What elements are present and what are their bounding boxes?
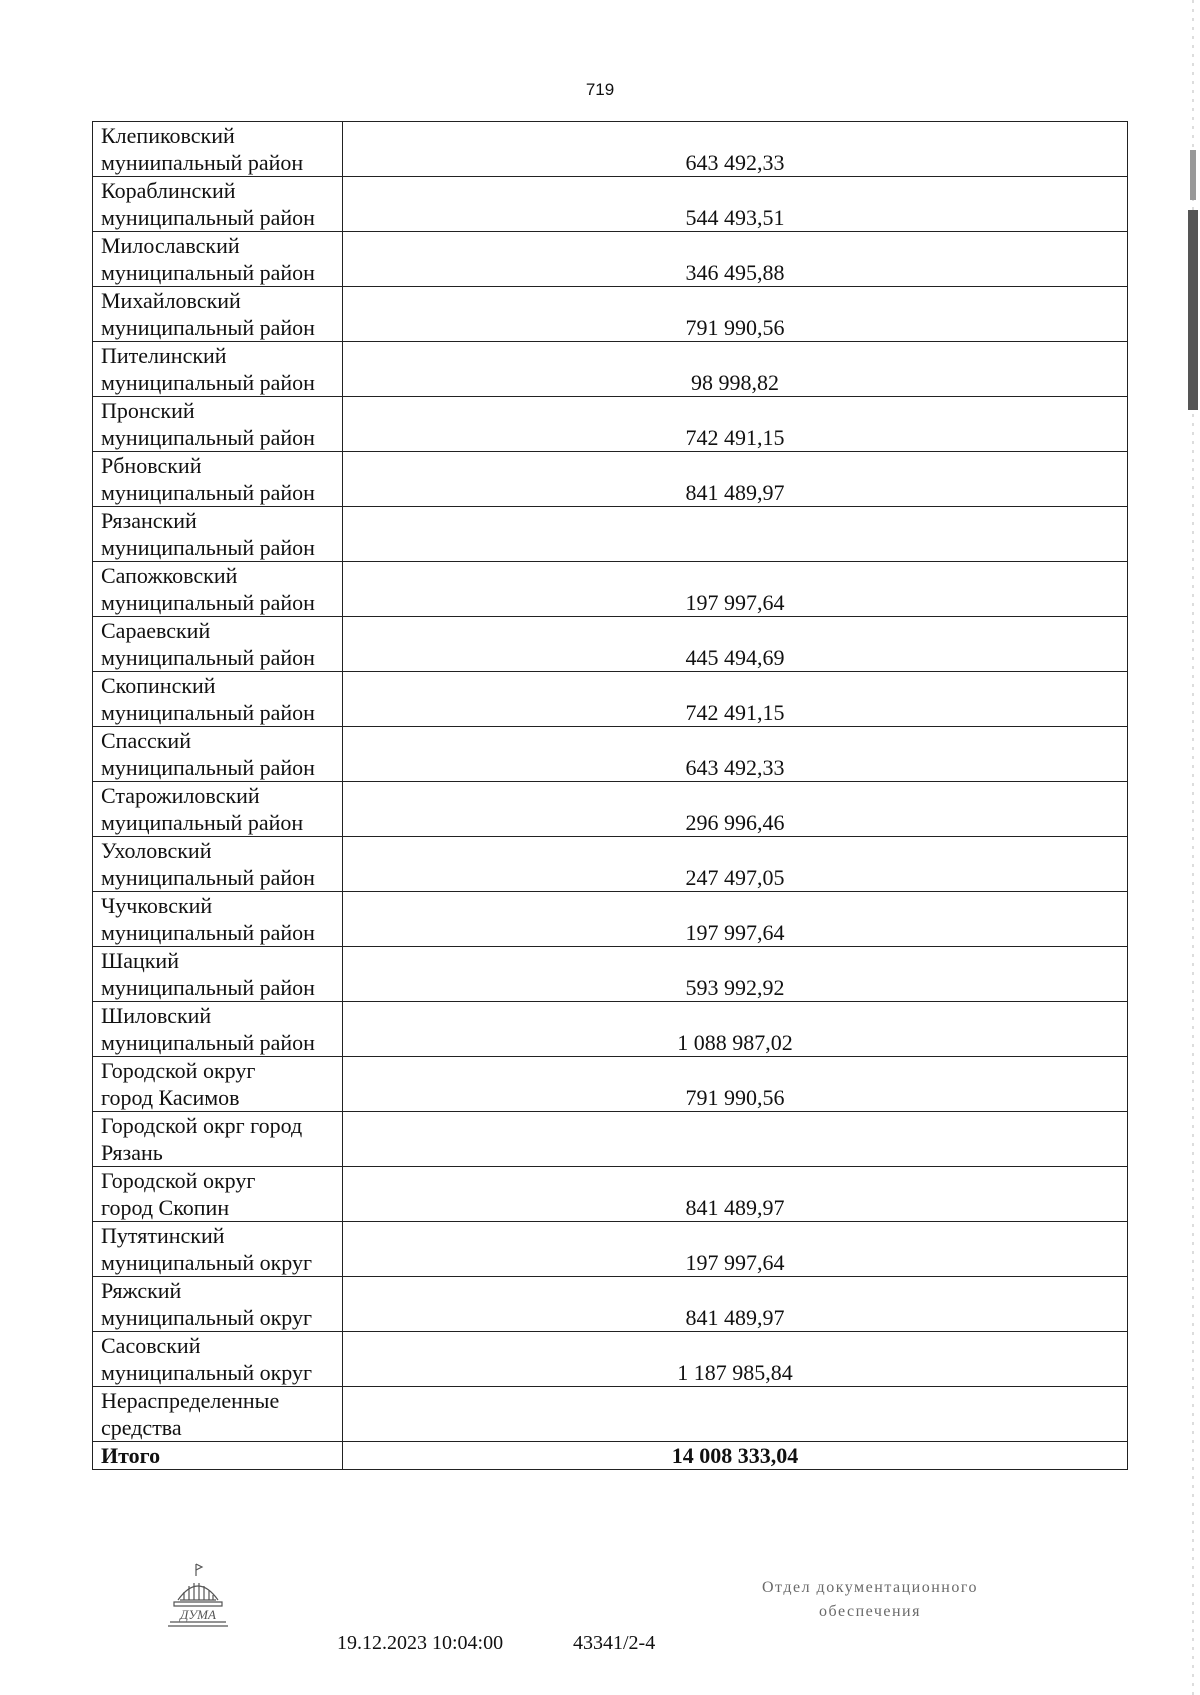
- district-name-cell: [93, 452, 343, 507]
- district-name-line-1: Михайловский: [101, 288, 241, 313]
- district-name-cell: [93, 1222, 343, 1277]
- district-name-line-2: муниципальный район: [101, 700, 315, 725]
- district-name-line-2: муниципальный район: [101, 480, 315, 505]
- district-name-cell: [93, 562, 343, 617]
- district-name-line-2: муниципальный район: [101, 1030, 315, 1055]
- table-row: [93, 1057, 1128, 1112]
- amount-cell: 197 997,64: [343, 1222, 1128, 1277]
- district-name-line-1: Сараевский: [101, 618, 211, 643]
- district-name-line-2: муниципальный район: [101, 535, 315, 560]
- table-row: [93, 397, 1128, 452]
- district-name-cell: [93, 232, 343, 287]
- amount-cell: 593 992,92: [343, 947, 1128, 1002]
- amount-cell: 296 996,46: [343, 782, 1128, 837]
- district-name-line-2: муниципальный район: [101, 590, 315, 615]
- amount-cell: 445 494,69: [343, 617, 1128, 672]
- amount-cell: 1 187 985,84: [343, 1332, 1128, 1387]
- district-name-cell: [93, 672, 343, 727]
- total-row: [93, 1442, 1128, 1470]
- district-name-line-1: Рязанский: [101, 508, 197, 533]
- amount-cell: 742 491,15: [343, 672, 1128, 727]
- table-row: [93, 672, 1128, 727]
- district-name-line-1: Скопинский: [101, 673, 216, 698]
- district-name-cell: [93, 1002, 343, 1057]
- district-name-line-1: Шиловский: [101, 1003, 212, 1028]
- table-row: [93, 177, 1128, 232]
- district-name-cell: [93, 1057, 343, 1112]
- district-name-cell: [93, 1332, 343, 1387]
- amount-cell: 544 493,51: [343, 177, 1128, 232]
- department-stamp: [725, 1576, 1015, 1624]
- district-name-line-1: Пронский: [101, 398, 195, 423]
- duma-logo-icon: [164, 1562, 232, 1644]
- district-name-line-2: муниципальный район: [101, 370, 315, 395]
- table-row: [93, 232, 1128, 287]
- district-name-line-1: Клепиковский: [101, 123, 235, 148]
- registration-number: 43341/2-4: [573, 1632, 656, 1654]
- amount-cell: 742 491,15: [343, 397, 1128, 452]
- table-row: [93, 1387, 1128, 1442]
- amount-cell: 247 497,05: [343, 837, 1128, 892]
- timestamp: 19.12.2023 10:04:00: [337, 1632, 504, 1654]
- table-row: [93, 1112, 1128, 1167]
- district-name-cell: [93, 342, 343, 397]
- district-name-line-2: муниципальный район: [101, 205, 315, 230]
- amount-cell: 643 492,33: [343, 727, 1128, 782]
- table-row: [93, 947, 1128, 1002]
- district-name-line-2: муниципальный округ: [101, 1250, 313, 1275]
- district-name-cell: [93, 122, 343, 177]
- district-name-line-2: муниципальный район: [101, 315, 315, 340]
- amount-cell: 791 990,56: [343, 1057, 1128, 1112]
- district-name-line-2: муниципальный район: [101, 975, 315, 1000]
- district-name-line-1: Городской округ: [101, 1058, 256, 1083]
- amount-cell: 98 998,82: [343, 342, 1128, 397]
- allocation-table: [92, 121, 1128, 1470]
- district-name-line-1: Ухоловский: [101, 838, 212, 863]
- district-name-line-2: муниципальный округ: [101, 1305, 313, 1330]
- table-row: [93, 1222, 1128, 1277]
- table-row: [93, 452, 1128, 507]
- table-body: [93, 122, 1128, 1470]
- district-name-cell: [93, 1167, 343, 1222]
- table-row: [93, 287, 1128, 342]
- amount-cell: [343, 1112, 1128, 1167]
- table-row: [93, 342, 1128, 397]
- total-amount: 14 008 333,04: [343, 1442, 1128, 1470]
- amount-cell: 841 489,97: [343, 1277, 1128, 1332]
- district-name-line-1: Спасский: [101, 728, 191, 753]
- district-name-line-1: Рбновский: [101, 453, 202, 478]
- amount-cell: 197 997,64: [343, 892, 1128, 947]
- district-name-line-1: Городской окрг город: [101, 1113, 303, 1138]
- table-row: [93, 727, 1128, 782]
- district-name-line-1: Милославский: [101, 233, 240, 258]
- table-row: [93, 892, 1128, 947]
- table-row: [93, 1277, 1128, 1332]
- amount-cell: 1 088 987,02: [343, 1002, 1128, 1057]
- district-name-cell: [93, 947, 343, 1002]
- table-row: [93, 617, 1128, 672]
- page-number: 719: [585, 80, 615, 99]
- district-name-cell: [93, 287, 343, 342]
- table-row: [93, 1332, 1128, 1387]
- district-name-cell: [93, 177, 343, 232]
- district-name-line-1: Сасовский: [101, 1333, 201, 1358]
- department-line-2: обеспечения: [819, 1603, 921, 1620]
- district-name-line-1: Ряжский: [101, 1278, 182, 1303]
- amount-cell: [343, 507, 1128, 562]
- amount-cell: 643 492,33: [343, 122, 1128, 177]
- district-name-line-2: муниципальный район: [101, 865, 315, 890]
- district-name-line-2: муниципальный район: [101, 755, 315, 780]
- district-name-cell: [93, 397, 343, 452]
- district-name-line-1: Городской округ: [101, 1168, 256, 1193]
- table-row: [93, 1002, 1128, 1057]
- department-line-1: Отдел документационного: [761, 1579, 979, 1596]
- district-name-line-2: средства: [101, 1415, 182, 1440]
- district-name-line-1: Шацкий: [101, 948, 179, 973]
- district-name-cell: [93, 617, 343, 672]
- district-name-line-2: муниципальный район: [101, 645, 315, 670]
- amount-cell: 791 990,56: [343, 287, 1128, 342]
- district-name-line-2: Рязань: [101, 1140, 163, 1165]
- district-name-cell: [93, 1277, 343, 1332]
- district-name-line-1: Кораблинский: [101, 178, 236, 203]
- district-name-cell: [93, 727, 343, 782]
- amount-cell: 346 495,88: [343, 232, 1128, 287]
- district-name-line-1: Чучковский: [101, 893, 213, 918]
- amount-cell: 841 489,97: [343, 1167, 1128, 1222]
- logo-text: ДУМА: [180, 1607, 216, 1622]
- district-name-cell: [93, 892, 343, 947]
- table-row: [93, 562, 1128, 617]
- district-name-line-1: Старожиловский: [101, 783, 260, 808]
- district-name-line-2: муиципальный район: [101, 810, 304, 835]
- district-name-line-2: город Касимов: [101, 1085, 240, 1110]
- district-name-line-1: Сапожковский: [101, 563, 238, 588]
- district-name-line-2: город Скопин: [101, 1195, 230, 1220]
- table-row: [93, 122, 1128, 177]
- district-name-line-2: муниципальный район: [101, 920, 315, 945]
- district-name-cell: [93, 837, 343, 892]
- total-label: Итого: [93, 1442, 343, 1470]
- table-row: [93, 782, 1128, 837]
- table-row: [93, 1167, 1128, 1222]
- district-name-line-2: муниципальный район: [101, 425, 315, 450]
- table-row: [93, 837, 1128, 892]
- amount-cell: 197 997,64: [343, 562, 1128, 617]
- district-name-line-1: Пителинский: [101, 343, 227, 368]
- district-name-cell: [93, 1387, 343, 1442]
- district-name-cell: [93, 507, 343, 562]
- district-name-line-1: Нераспределенные: [101, 1388, 280, 1413]
- district-name-line-2: муниципальный округ: [101, 1360, 313, 1385]
- amount-cell: 841 489,97: [343, 452, 1128, 507]
- amount-cell: [343, 1387, 1128, 1442]
- table-row: [93, 507, 1128, 562]
- district-name-cell: [93, 782, 343, 837]
- district-name-line-2: муниципальный район: [101, 260, 315, 285]
- district-name-cell: [93, 1112, 343, 1167]
- scan-edge-artifact: [1186, 0, 1200, 1695]
- district-name-line-2: муниипальный район: [101, 150, 304, 175]
- district-name-line-1: Путятинский: [101, 1223, 225, 1248]
